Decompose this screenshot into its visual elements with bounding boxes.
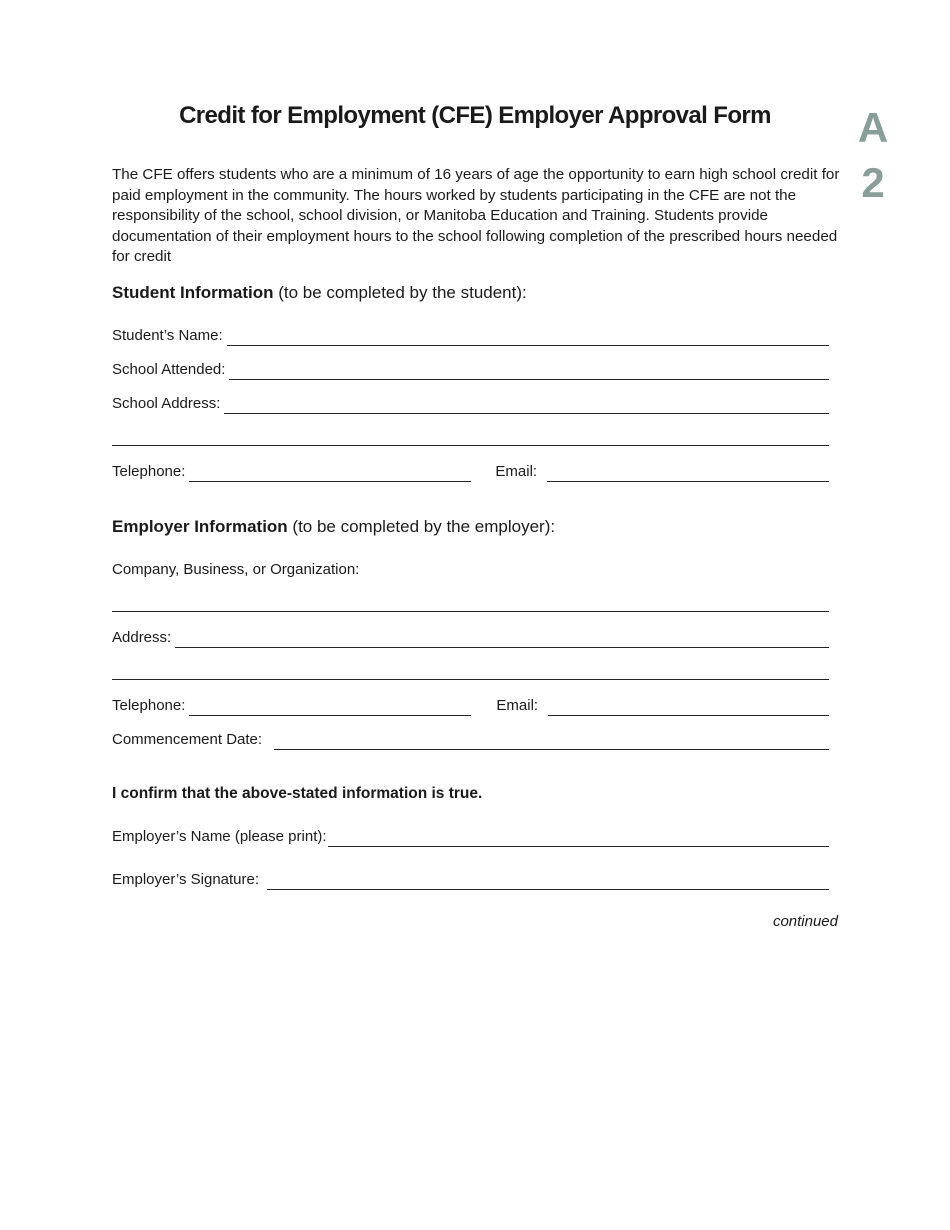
- student-section-heading: [112, 283, 527, 303]
- student-name-label: Student’s Name:: [112, 327, 223, 344]
- employer-telephone-label: Telephone:: [112, 697, 186, 714]
- school-address-field-line2[interactable]: [112, 445, 829, 446]
- continued-note: continued: [772, 913, 838, 930]
- school-attended-label: School Attended:: [112, 361, 226, 378]
- employer-contact-row: [112, 694, 829, 716]
- student-heading-rest: (to be completed by the student):: [273, 283, 527, 302]
- student-telephone-field[interactable]: [189, 465, 471, 482]
- school-address-label: School Address:: [112, 395, 221, 412]
- employer-signature-row: [112, 868, 829, 890]
- employer-section-heading: [112, 517, 555, 537]
- confirmation-statement: I confirm that the above-stated information is true.: [112, 785, 483, 802]
- employer-heading-bold: Employer Information: [112, 517, 288, 536]
- employer-telephone-field[interactable]: [189, 699, 471, 716]
- employer-name-row: [112, 825, 829, 847]
- commencement-label: Commencement Date:: [112, 731, 263, 748]
- employer-name-label: Employer’s Name (please print):: [112, 828, 327, 845]
- company-field[interactable]: [112, 611, 829, 612]
- school-address-row: [112, 392, 829, 414]
- employer-email-field[interactable]: [548, 699, 829, 716]
- student-name-field[interactable]: [227, 329, 829, 346]
- student-heading-bold: Student Information: [112, 283, 274, 302]
- company-label: Company, Business, or Organization:: [112, 561, 360, 578]
- employer-email-label: Email:: [496, 697, 539, 714]
- commencement-row: [112, 728, 829, 750]
- employer-address-field[interactable]: [175, 631, 829, 648]
- school-address-field[interactable]: [224, 397, 829, 414]
- student-email-label: Email:: [495, 463, 538, 480]
- employer-address-label: Address:: [112, 629, 172, 646]
- employer-heading-rest: (to be completed by the employer):: [287, 517, 556, 536]
- form-title: Credit for Employment (CFE) Employer Approval Form: [179, 102, 771, 129]
- employer-address-field-line2[interactable]: [112, 679, 829, 680]
- employer-address-row: [112, 626, 829, 648]
- employer-signature-label: Employer’s Signature:: [112, 871, 260, 888]
- employer-signature-field[interactable]: [267, 873, 829, 890]
- appendix-number: 2: [861, 159, 885, 206]
- student-name-row: [112, 324, 829, 346]
- commencement-date-field[interactable]: [274, 733, 829, 750]
- student-email-field[interactable]: [547, 465, 829, 482]
- student-telephone-label: Telephone:: [112, 463, 186, 480]
- intro-paragraph: The CFE offers students who are a minimum of 16 years of age the opportunity to earn high school credit for paid employment in the community. The hours worked by students participating in the CFE are not the responsibility of the school, school division, or Manitoba Education and Training. Students provide documentation of their employment hours to the school following completion of the prescribed hours needed for credit: [112, 166, 840, 266]
- school-attended-row: [112, 358, 829, 380]
- school-attended-field[interactable]: [229, 363, 829, 380]
- appendix-marker: [848, 100, 898, 210]
- student-contact-row: [112, 460, 829, 482]
- employer-name-field[interactable]: [328, 830, 829, 847]
- appendix-letter: A: [857, 104, 889, 151]
